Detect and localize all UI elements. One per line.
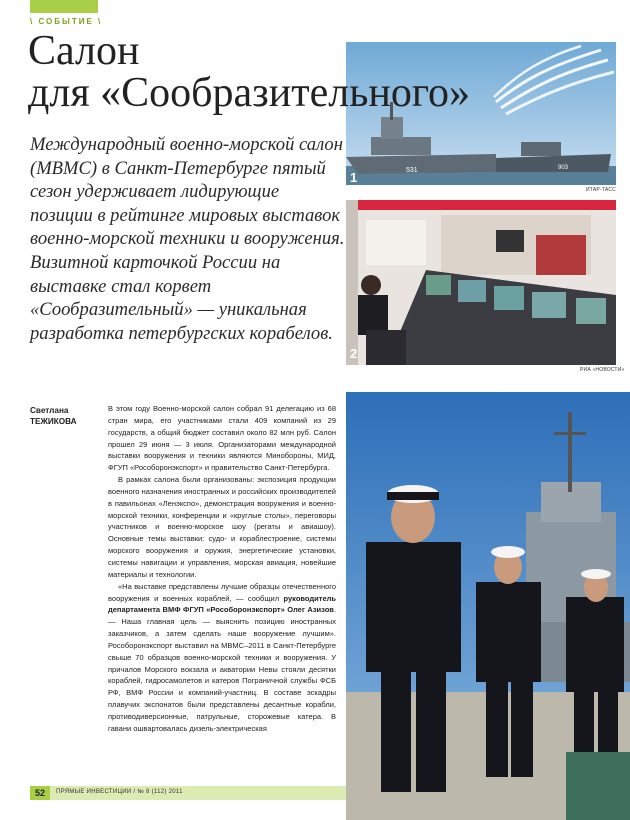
magazine-footer: ПРЯМЫЕ ИНВЕСТИЦИИ / № 8 (112) 2011 — [56, 789, 183, 795]
body-paragraph-1: В этом году Военно-морской салон собрал 91 делегацию из 68 стран мира, его участниками стали 409 компаний из 29 государств, а общий бюджет составил около 82 млн руб. Салон прошел 29 июня — 3 июля. Организаторами международной выставки вооружения и техники являются Минобороны, МИД, ФГУП «Рособоронэкспорт» и правительство Санкт-Петербурга. — [108, 404, 336, 473]
author-last-name: ТЕЖИКОВА — [30, 417, 77, 426]
photo-1-credit: ИТАР-ТАСС — [586, 187, 616, 193]
photo-saluting-officers — [346, 392, 630, 820]
author-name — [30, 405, 77, 427]
body-paragraph-2: В рамках салона были организованы: экспозиция продукции военного назначения иностранных и российских производителей в павильонах «Ленэкспо», демонстрация вооружения и военно-морской техники, конференции и «круглые столы», переговоры участников и военно-морское шоу (регаты и авиашоу). Основные темы выставки: судо- и кораблестроение, системы морского вооружения и оружия, энергетические установки, системы навигации и управления, морская авиация, новейшие материалы и технологии. — [108, 475, 336, 579]
title-line-1: Салон — [28, 28, 140, 74]
article-lead: Международный военно-морской салон (МВМС) в Санкт-Петербурге пятый сезон удерживает лидирующие позиции в рейтинге мировых выставок военно-морской техники и вооружения. Визитной карточкой России на выставке стал корвет «Сообразительный» — уникальная разработка петербургских корабелов. — [30, 134, 345, 344]
title-line-2: для «Сообразительного» — [28, 70, 471, 116]
article-title — [28, 30, 628, 114]
photo-2-number: 2 — [350, 346, 358, 361]
photo-1-number: 1 — [350, 170, 358, 185]
control-console-illustration — [346, 200, 616, 365]
body-speaker-name: руководитель департамента ВМФ ФГУП «Рособоронэкспорт» Олег Азизов — [108, 593, 336, 615]
photo-2-credit: РИА «НОВОСТИ» — [580, 367, 625, 373]
section-label: \ СОБЫТИЕ \ — [30, 17, 103, 26]
article-body — [108, 403, 336, 735]
saluting-officers-illustration — [346, 392, 630, 820]
author-first-name: Светлана — [30, 406, 69, 415]
photo-control-console — [346, 200, 616, 365]
hull-number-left: 531 — [406, 167, 418, 174]
top-accent-bar — [30, 0, 98, 13]
body-paragraph-3-part-b: . — Наша главная цель — выяснить позицию иностранных заказчиков, а затем сделать наше вооружение лучшим». Рособоронэкспорт выставил на МВМС–2011 в Санкт-Петербурге свыше 70 образцов военно-морской техники и вооружения. У причалов Морского вокзала и акватории Невы стояли десятки кораблей, гидросамолетов и катеров Пограничной службы ФСБ РФ, ВМФ России и компаний-участниц. В составе эскадры плавучих экспонатов были представлены десантные корабли, противодиверсионные, патрульные, сторожевые катера. В гавани ошвартовалась дизель-электрическая — [108, 605, 336, 733]
body-paragraph-3-part-a: «На выставке представлены лучшие образцы отечественного вооружения и военных кораблей, — сообщил — [108, 581, 336, 603]
body-paragraph-3 — [108, 581, 336, 735]
hull-number-right: 903 — [558, 165, 569, 171]
page-number: 52 — [30, 786, 50, 800]
